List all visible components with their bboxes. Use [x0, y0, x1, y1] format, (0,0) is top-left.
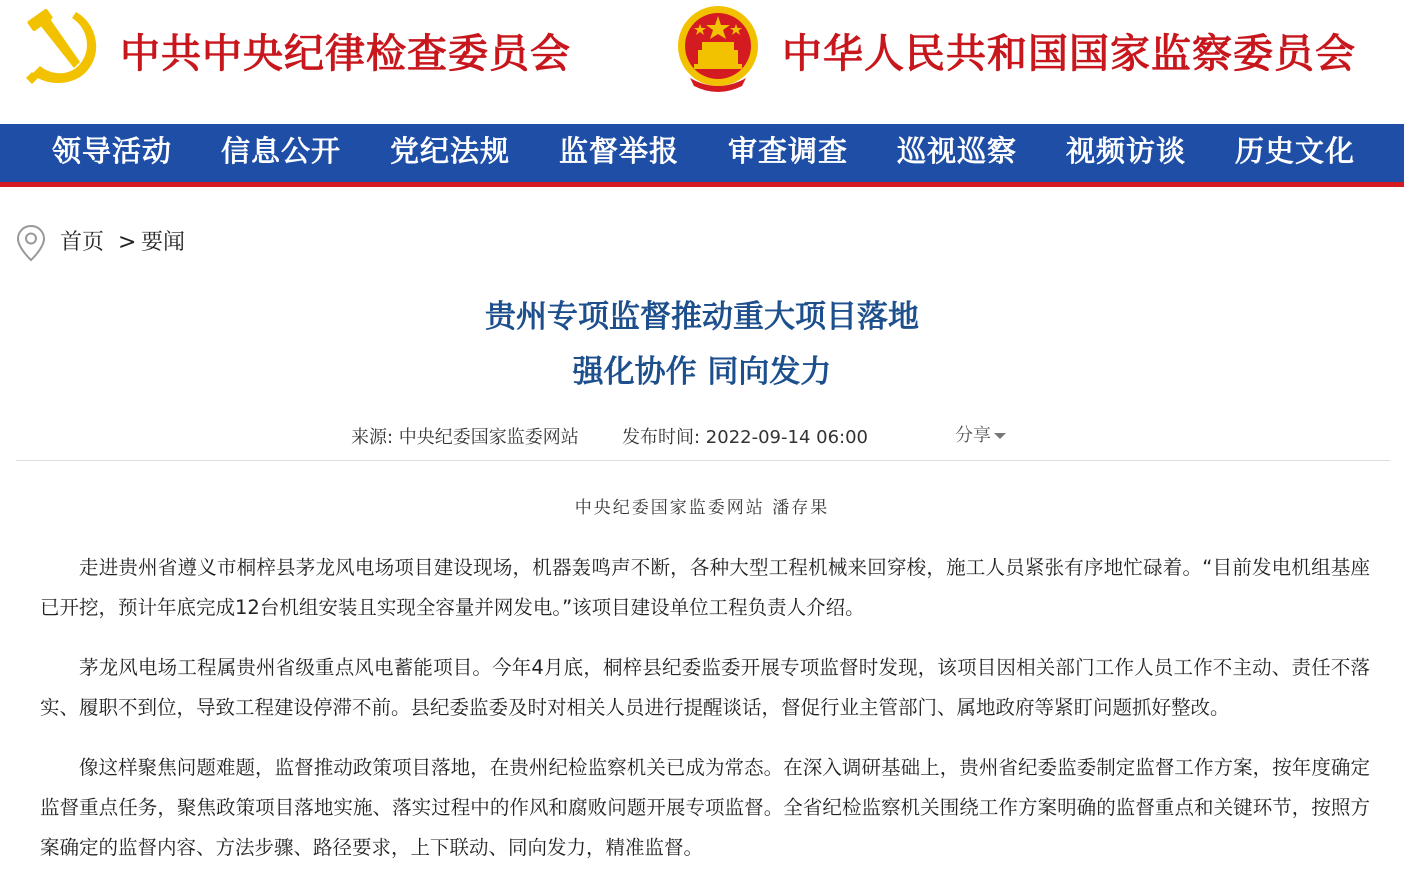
chevron-down-icon: [994, 433, 1006, 439]
nav-item-leadership[interactable]: 领导活动: [52, 134, 173, 168]
article-paragraph: 茅龙风电场工程属贵州省级重点风电蓄能项目。今年4月底，桐梓县纪委监委开展专项监督时发现，该项目因相关部门工作人员工作不主动、责任不落实、履职不到位，导致工程建设停滞不前。县纪委监委及时对相关人员进行提醒谈话，督促行业主管部门、属地政府等紧盯问题抓好整改。: [40, 656, 1370, 719]
site-header: [0, 0, 1404, 124]
article-title-line2: 强化协作 同向发力: [572, 354, 832, 390]
meta-divider: [16, 460, 1390, 461]
breadcrumb-current[interactable]: 要闻: [141, 230, 186, 255]
article-byline: 中央纪委国家监委网站 潘存果: [574, 498, 830, 518]
location-pin-icon: [16, 224, 46, 262]
org-title-right: 中华人民共和国国家监察委员会: [782, 30, 1356, 77]
nav-item-report[interactable]: 监督举报: [559, 134, 680, 168]
breadcrumb-home[interactable]: 首页: [60, 230, 105, 255]
nav-item-video[interactable]: 视频访谈: [1066, 134, 1187, 168]
nav-divider: [0, 182, 1404, 187]
share-button[interactable]: [955, 423, 1006, 449]
article-paragraph: 像这样聚焦问题难题，监督推动政策项目落地，在贵州纪检监察机关已成为常态。在深入调研基础上，贵州省纪委监委制定监督工作方案，按年度确定监督重点任务，聚焦政策项目落地实施、落实过程中的作风和腐败问题开展专项监督。全省纪检监察机关围绕工作方案明确的监督重点和关键环节，按照方案确定的监督内容、方法步骤、路径要求，上下联动、同向发力，精准监督。: [40, 756, 1370, 859]
nav-item-disclosure[interactable]: 信息公开: [221, 134, 342, 168]
article-publish-time: 发布时间: 2022-09-14 06:00: [622, 427, 868, 448]
share-label: 分享: [955, 425, 991, 446]
article-paragraph: 走进贵州省遵义市桐梓县茅龙风电场项目建设现场，机器轰鸣声不断，各种大型工程机械来回穿梭，施工人员紧张有序地忙碌着。“目前发电机组基座已开挖，预计年底完成12台机组安装且实现全容量并网发电。”该项目建设单位工程负责人介绍。: [40, 556, 1370, 619]
nav-item-investigation[interactable]: 审查调查: [728, 134, 849, 168]
main-nav: [0, 124, 1404, 182]
national-emblem-icon: [672, 2, 764, 94]
article-title-line1: 贵州专项监督推动重大项目落地: [485, 299, 919, 335]
nav-item-inspection[interactable]: 巡视巡察: [897, 134, 1018, 168]
party-emblem-icon: [18, 4, 102, 88]
article-source: 来源: 中央纪委国家监委网站: [351, 427, 579, 448]
breadcrumb-separator: >: [118, 230, 137, 255]
nav-item-regulations[interactable]: 党纪法规: [390, 134, 511, 168]
org-title-left: 中共中央纪律检查委员会: [120, 30, 571, 77]
nav-item-history[interactable]: 历史文化: [1235, 134, 1356, 168]
